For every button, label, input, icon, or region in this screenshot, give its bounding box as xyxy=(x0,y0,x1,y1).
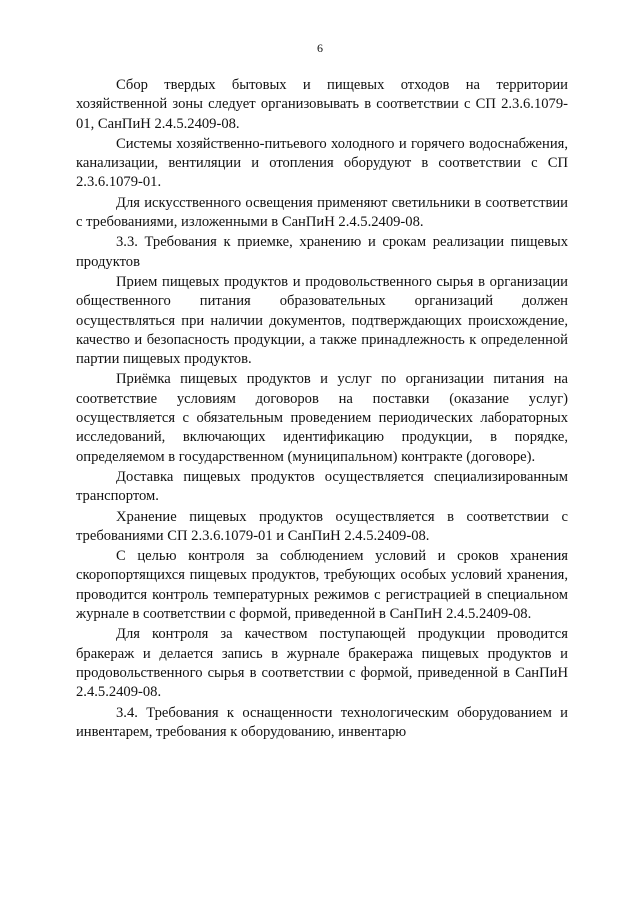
paragraph-quality-control: Для контроля за качеством поступающей продукции проводится бракераж и делается запись в журнале бракеража пищевых продуктов и продовольственного сырья в соответствии с формой, приведенной в СанПиН 2.4.5.2409-08. xyxy=(76,626,568,701)
paragraph-storage: Хранение пищевых продуктов осуществляется в соответствии с требованиями СП 2.3.6.1079-01 и СанПиН 2.4.5.2409-08. xyxy=(76,508,568,544)
document-body xyxy=(76,76,568,742)
paragraph-waste-collection: Сбор твердых бытовых и пищевых отходов на территории хозяйственной зоны следует организовывать в соответствии с СП 2.3.6.1079-01, СанПиН 2.4.5.2409-08. xyxy=(76,77,568,132)
section-heading-3-4: 3.4. Требования к оснащенности технологическим оборудованием и инвентарем, требования к оборудованию, инвентарю xyxy=(76,704,568,740)
paragraph-acceptance: Прием пищевых продуктов и продовольственного сырья в организации общественного питания образовательных организаций должен осуществляться при наличии документов, подтверждающих происхождение, качество и безопасность продукции, а также принадлежность к определенной партии пищевых продуктов. xyxy=(76,273,568,368)
paragraph-water-systems: Системы хозяйственно-питьевого холодного и горячего водоснабжения, канализации, вентиляции и отопления оборудуют в соответствии с СП 2.3.6.1079-01. xyxy=(76,135,568,191)
paragraph-delivery: Доставка пищевых продуктов осуществляется специализированным транспортом. xyxy=(76,468,568,505)
paragraph-lighting: Для искусственного освещения применяют светильники в соответствии с требованиями, изложенными в СанПиН 2.4.5.2409-08. xyxy=(76,194,568,231)
paragraph-contract-acceptance: Приёмка пищевых продуктов и услуг по организации питания на соответствие условиям договоров на поставки (оказание услуг) осуществляется с обязательным проведением периодических лабораторных исследований, включающих идентификацию продукции, в порядке, определяемом в государственном (муниципальном) контракте (договоре). xyxy=(76,371,568,465)
page-number: 6 xyxy=(317,41,323,55)
section-heading-3-3: 3.3. Требования к приемке, хранению и срокам реализации пищевых продуктов xyxy=(76,234,568,270)
paragraph-temperature-control: С целью контроля за соблюдением условий и сроков хранения скоропортящихся пищевых продуктов, требующих особых условий хранения, проводится контроль температурных режимов с регистрацией в специальном журнале в соответствии с формой, приведенной в СанПиН 2.4.5.2409-08. xyxy=(76,548,568,623)
